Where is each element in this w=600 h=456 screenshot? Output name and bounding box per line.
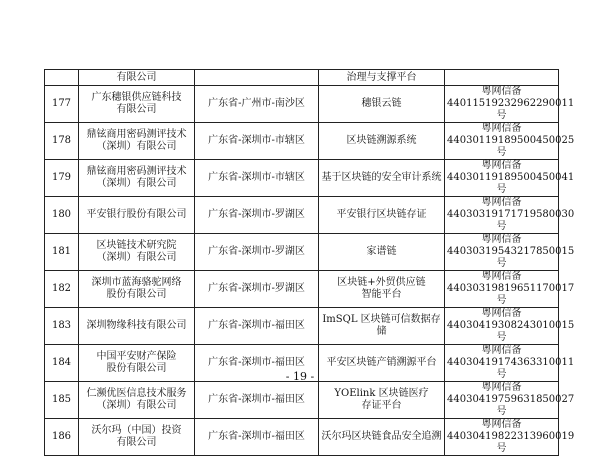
- cell-region: 广东省-深圳市-市辖区: [195, 160, 319, 197]
- cell-product-name: 沃尔玛区块链食品安全追溯: [319, 419, 445, 456]
- cell-product-name: 治理与支撑平台: [319, 70, 445, 86]
- cell-no: 182: [45, 271, 79, 308]
- cell-filing-number: [445, 70, 559, 86]
- cell-filing-number: 粤网信备 44030419174363310011 号: [445, 345, 559, 382]
- cell-company-name: 平安银行股份有限公司: [79, 197, 195, 234]
- cell-company-name: 区块链技术研究院 （深圳）有限公司: [79, 234, 195, 271]
- cell-no: 186: [45, 419, 79, 456]
- table-row: [45, 234, 559, 271]
- table-row: [45, 197, 559, 234]
- cell-filing-number: 粤网信备 44030319819651170017 号: [445, 271, 559, 308]
- table-row: [45, 160, 559, 197]
- cell-no: [45, 70, 79, 86]
- cell-no: 184: [45, 345, 79, 382]
- table-row: [45, 308, 559, 345]
- cell-product-name: ImSQL 区块链可信数据存储: [319, 308, 445, 345]
- cell-filing-number: 粤网信备 44030419822313960019 号: [445, 419, 559, 456]
- cell-company-name: 有限公司: [79, 70, 195, 86]
- cell-product-name: 基于区块链的安全审计系统: [319, 160, 445, 197]
- cell-product-name: 穗银云链: [319, 86, 445, 123]
- table-row: [45, 382, 559, 419]
- cell-product-name: 平安银行区块链存证: [319, 197, 445, 234]
- cell-region: 广东省-深圳市-罗湖区: [195, 234, 319, 271]
- cell-no: 180: [45, 197, 79, 234]
- cell-product-name: 区块链溯源系统: [319, 123, 445, 160]
- cell-filing-number: 粤网信备 44030319543217850015 号: [445, 234, 559, 271]
- cell-company-name: 中国平安财产保险 股份有限公司: [79, 345, 195, 382]
- cell-company-name: 广东穗银供应链科技 有限公司: [79, 86, 195, 123]
- cell-no: 179: [45, 160, 79, 197]
- table-row: [45, 271, 559, 308]
- cell-no: 177: [45, 86, 79, 123]
- cell-region: 广东省-深圳市-福田区: [195, 308, 319, 345]
- cell-region: 广东省-深圳市-罗湖区: [195, 271, 319, 308]
- cell-region: 广东省-深圳市-福田区: [195, 382, 319, 419]
- cell-filing-number: 粤网信备 44030119189500450041 号: [445, 160, 559, 197]
- table-row: [45, 123, 559, 160]
- cell-no: 185: [45, 382, 79, 419]
- cell-filing-number: 粤网信备 44011519232962290011 号: [445, 86, 559, 123]
- cell-no: 183: [45, 308, 79, 345]
- registry-table: [44, 69, 575, 456]
- cell-product-name: 平安区块链产销溯源平台: [319, 345, 445, 382]
- cell-company-name: 鼎铉商用密码测评技术 （深圳）有限公司: [79, 160, 195, 197]
- cell-region: 广东省-广州市-南沙区: [195, 86, 319, 123]
- cell-no: 181: [45, 234, 79, 271]
- cell-filing-number: 粤网信备 44030119189500450025 号: [445, 123, 559, 160]
- table-row: [45, 419, 559, 456]
- page-number: - 19 -: [285, 370, 315, 383]
- cell-product-name: 家谱链: [319, 234, 445, 271]
- cell-company-name: 沃尔玛（中国）投资 有限公司: [79, 419, 195, 456]
- cell-no: 178: [45, 123, 79, 160]
- cell-filing-number: 粤网信备 44030319171719580030 号: [445, 197, 559, 234]
- cell-region: 广东省-深圳市-罗湖区: [195, 197, 319, 234]
- cell-region: 广东省-深圳市-福田区: [195, 419, 319, 456]
- table-row: [45, 86, 559, 123]
- cell-product-name: YOElink 区块链医疗 存证平台: [319, 382, 445, 419]
- cell-region: [195, 70, 319, 86]
- table-row-continuation: [45, 70, 559, 86]
- cell-filing-number: 粤网信备 44030419308243010015 号: [445, 308, 559, 345]
- cell-company-name: 深圳物缘科技有限公司: [79, 308, 195, 345]
- cell-company-name: 鼎铉商用密码测评技术 （深圳）有限公司: [79, 123, 195, 160]
- cell-region: 广东省-深圳市-市辖区: [195, 123, 319, 160]
- cell-filing-number: 粤网信备 44030419759631850027 号: [445, 382, 559, 419]
- cell-company-name: 深圳市蓝海骆驼网络 股份有限公司: [79, 271, 195, 308]
- cell-product-name: 区块链+外贸供应链 智能平台: [319, 271, 445, 308]
- cell-company-name: 仁濒优医信息技术服务 （深圳）有限公司: [79, 382, 195, 419]
- cell-region: 广东省-深圳市-福田区: [195, 345, 319, 382]
